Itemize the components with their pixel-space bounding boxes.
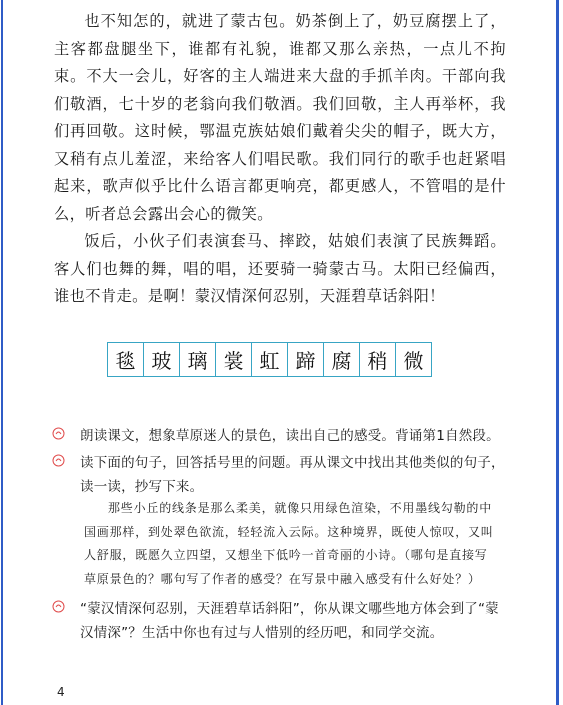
new-word-cell: 虹 (252, 343, 288, 376)
new-word-cell: 裳 (216, 343, 252, 376)
passage-paragraph-2: 饭后，小伙子们表演套马、摔跤，姑娘们表演了民族舞蹈。客人们也舞的舞，唱的唱，还要骑一骑蒙古马。太阳已经偏西，谁也不肯走。是啊！蒙汉情深何忍别，天涯碧草话斜阳！ (54, 232, 506, 305)
new-word-cell: 蹄 (288, 343, 324, 376)
page-frame-right (556, 0, 559, 705)
exercise-2 (52, 452, 512, 499)
exercise-circle-icon (52, 600, 65, 613)
exercise-circle-icon (52, 427, 65, 440)
page-number: 4 (57, 685, 65, 699)
exercise-text: “蒙汉情深何忍别，天涯碧草话斜阳”，你从课文哪些地方体会到了“蒙汉情深”？生活中你也有过与人惜别的经历吧，和同学交流。 (80, 601, 499, 641)
page-frame-left (1, 0, 3, 705)
new-word-cell: 微 (403, 349, 424, 373)
exercise-3 (52, 598, 512, 645)
exercise-text: 朗读课文，想象草原迷人的景色，读出自己的感受。背诵第1自然段。 (80, 428, 500, 444)
exercise-text: 读下面的句子，回答括号里的问题。再从课文中找出其他类似的句子，读一读，抄写下来。 (80, 455, 505, 495)
new-word-cell: 毯 (108, 343, 144, 376)
new-words-grid (107, 342, 432, 377)
new-word-cell: 璃 (180, 343, 216, 376)
new-word-cell: 玻 (144, 343, 180, 376)
exercise-1 (52, 425, 512, 449)
example-sentence-quote: 那些小丘的线条是那么柔美，就像只用绿色渲染，不用墨线勾勒的中国画那样，到处翠色欲流，轻轻流入云际。这种境界，既使人惊叹，又叫人舒服，既愿久立四望，又想坐下低吟一首奇丽的小诗。（哪句是直接写草原景色的？哪句写了作者的感受？在写景中融入感受有什么好处？） (84, 501, 494, 586)
exercise-circle-icon (52, 454, 65, 467)
new-word-cell: 稍 (360, 343, 396, 376)
passage-paragraph-1: 也不知怎的，就进了蒙古包。奶茶倒上了，奶豆腐摆上了，主客都盘腿坐下，谁都有礼貌，谁都又那么亲热，一点儿不拘束。不大一会儿，好客的主人端进来大盘的手抓羊肉。干部向我们敬酒，七十岁的老翁向我们敬酒。我们回敬，主人再举杯，我们再回敬。这时候，鄂温克族姑娘们戴着尖尖的帽子，既大方，又稍有点儿羞涩，来给客人们唱民歌。我们同行的歌手也赶紧唱起来，歌声似乎比什么语言都更响亮，都更感人，不管唱的是什么，听者总会露出会心的微笑。 (54, 12, 506, 223)
new-word-cell: 腐 (324, 343, 360, 376)
passage (54, 8, 506, 311)
